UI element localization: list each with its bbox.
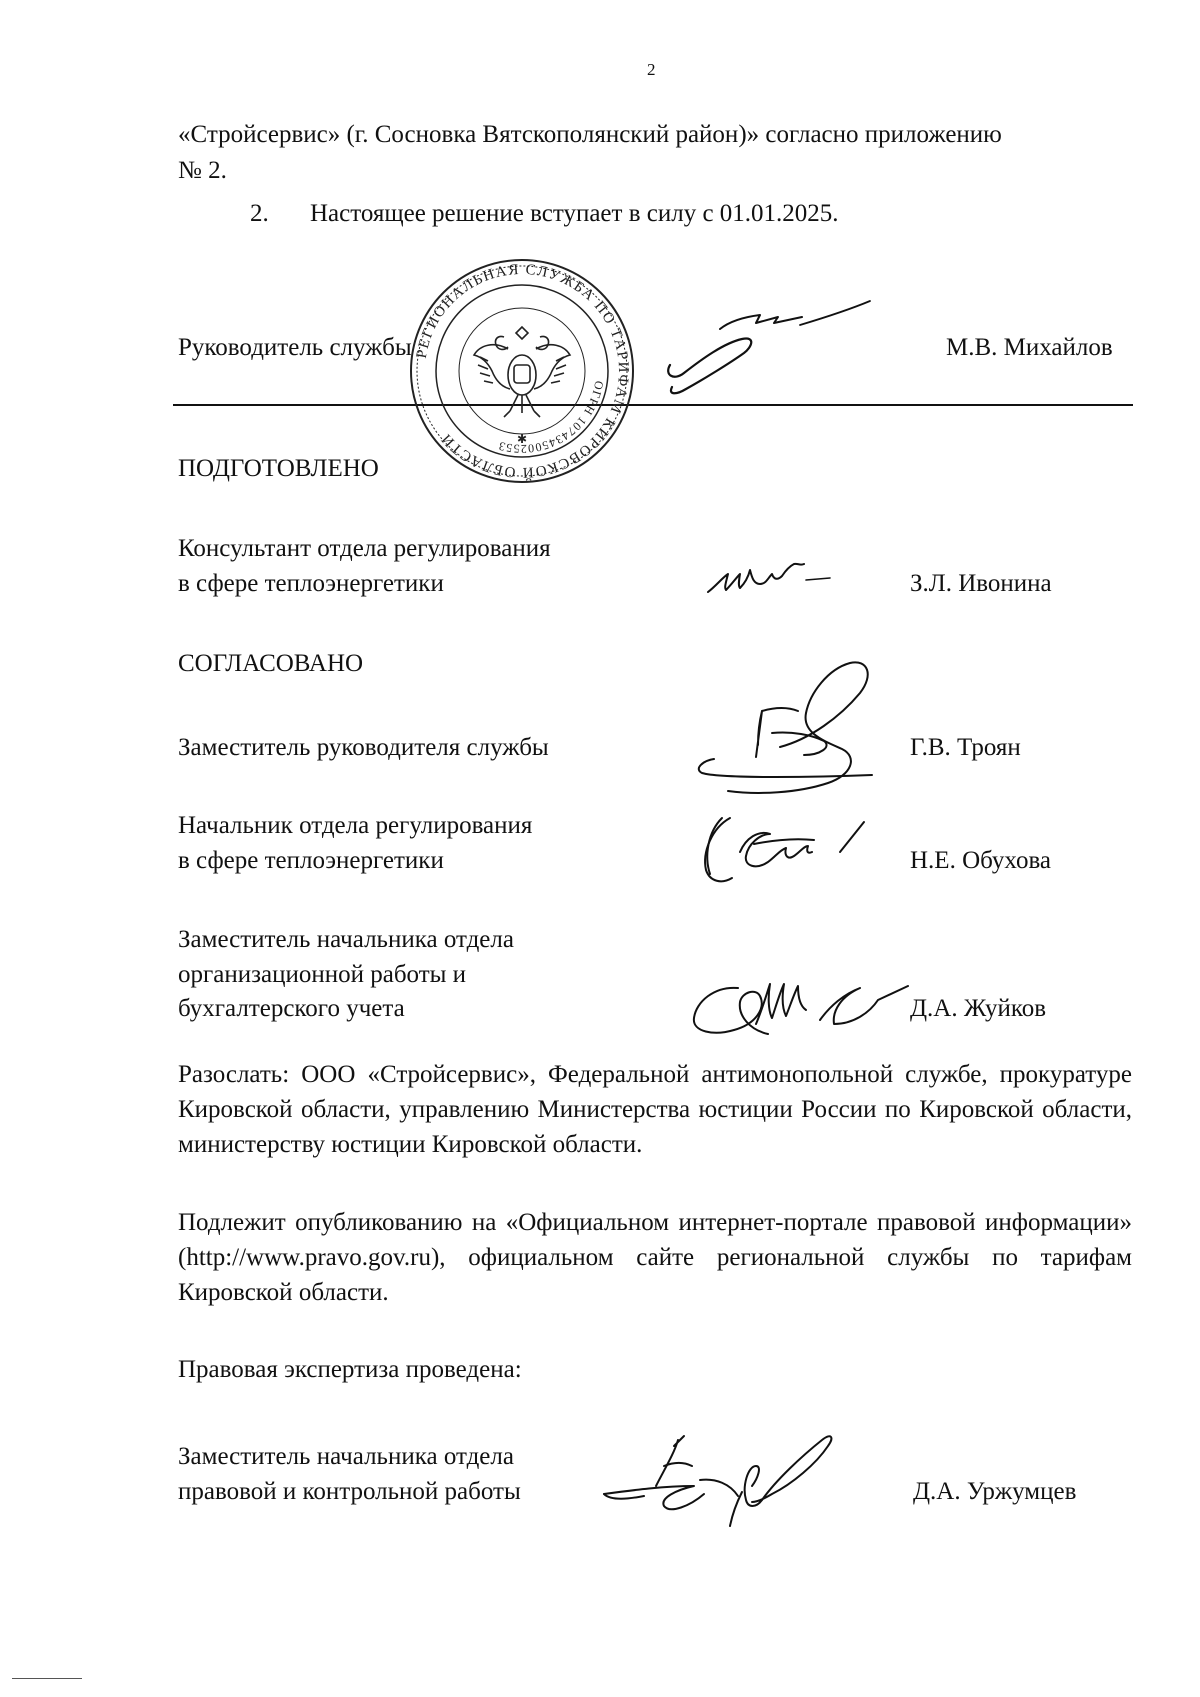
official-seal <box>408 257 636 485</box>
prepared-position-line-2: в сфере теплоэнергетики <box>178 570 444 597</box>
signer-2-position-line-2: в сфере теплоэнергетики <box>178 847 444 874</box>
signer-1-position: Заместитель руководителя службы <box>178 734 549 761</box>
signer-3-signature-scribble <box>690 976 910 1046</box>
distribution-paragraph: Разослать: ООО «Стройсервис», Федеральной антимонопольной службе, прокуратуре Кировской области, управлению Министерства юстиции России по Кировской области, министерству юстиции Кировской области. <box>178 1061 1132 1158</box>
signature-rule <box>173 404 1133 406</box>
signer-3-position-line-2: организационной работы и <box>178 961 467 988</box>
signer-1-signature-scribble <box>690 655 910 805</box>
eagle-emblem-icon <box>474 327 570 417</box>
publication-paragraph: Подлежит опубликованию на «Официальном интернет-портале правовой информации» (http://www.pravo.gov.ru), официальном сайте региональной службы по тарифам Кировской области. <box>178 1209 1132 1306</box>
item-number: 2. <box>250 200 269 227</box>
signer-2-position-line-1: Начальник отдела регулирования <box>178 812 533 839</box>
agreed-heading: СОГЛАСОВАНО <box>178 650 364 677</box>
seal-star-icon: ✱ <box>516 432 528 446</box>
prepared-name: З.Л. Ивонина <box>910 570 1052 597</box>
signer-2-signature-scribble <box>700 808 880 888</box>
prepared-position-line-1: Консультант отдела регулирования <box>178 535 551 562</box>
prepared-signature-scribble <box>706 560 856 600</box>
seal-inner-text: ОГРН 1074345002553 <box>496 379 607 457</box>
prepared-heading: ПОДГОТОВЛЕНО <box>178 455 379 482</box>
signer-1-name: Г.В. Троян <box>910 734 1021 761</box>
seal-outer-text: РЕГИОНАЛЬНАЯ СЛУЖБА ПО ТАРИФАМ КИРОВСКОЙ ОБЛАСТИ <box>413 261 632 481</box>
signer-3-name: Д.А. Жуйков <box>910 995 1047 1022</box>
head-name: М.В. Михайлов <box>946 334 1113 361</box>
signer-3-position-line-1: Заместитель начальника отдела <box>178 926 514 953</box>
signer-3-position-line-3: бухгалтерского учета <box>178 995 405 1022</box>
footer-line <box>12 1678 82 1679</box>
legal-signature-scribble <box>600 1430 870 1530</box>
head-signature-scribble <box>660 295 880 405</box>
legal-position-line-2: правовой и контрольной работы <box>178 1478 521 1505</box>
item-text: Настоящее решение вступает в силу с 01.01.2025. <box>310 200 839 227</box>
legal-review-heading: Правовая экспертиза проведена: <box>178 1356 522 1383</box>
legal-position-line-1: Заместитель начальника отдела <box>178 1443 514 1470</box>
legal-name: Д.А. Уржумцев <box>913 1478 1077 1505</box>
intro-line-2: № 2. <box>178 157 227 184</box>
head-position: Руководитель службы <box>178 334 412 361</box>
signer-2-name: Н.Е. Обухова <box>910 847 1052 874</box>
intro-line-1: «Стройсервис» (г. Сосновка Вятскополянский район)» согласно приложению <box>178 121 1002 148</box>
